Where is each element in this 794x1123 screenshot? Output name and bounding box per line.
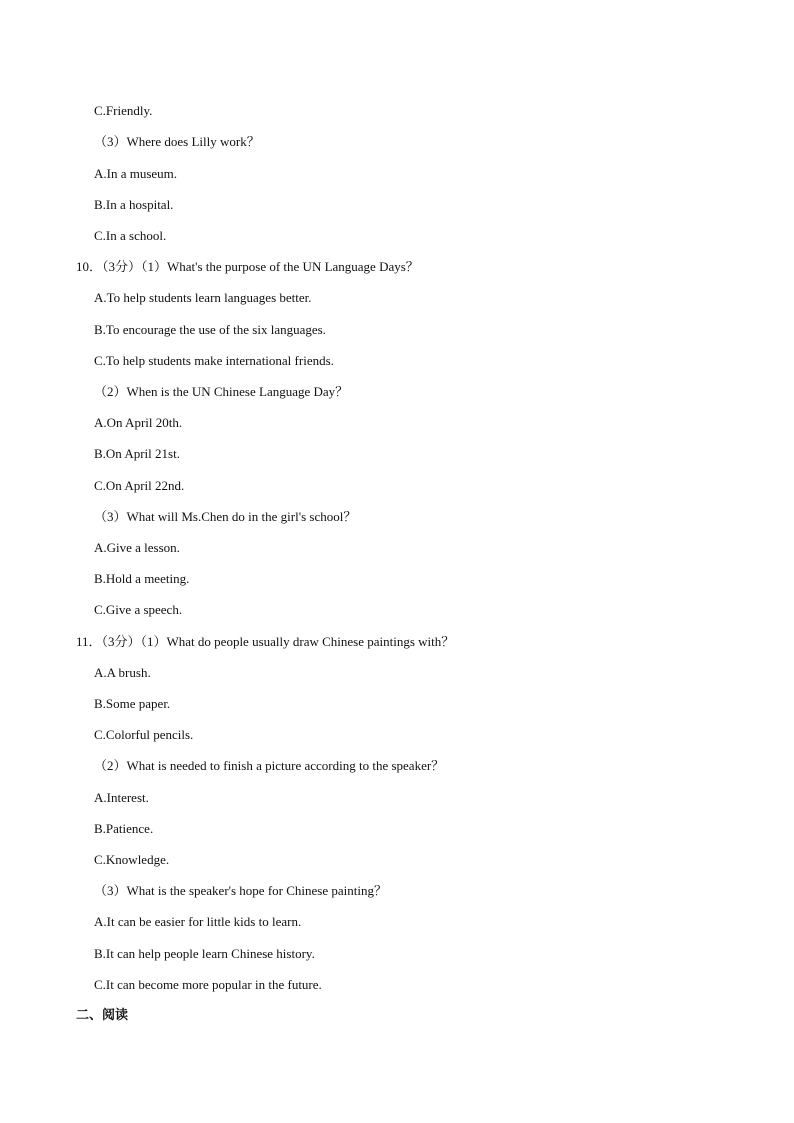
q11-header: 11．（3分）（1）What do people usually draw Chinese paintings with？ <box>76 634 455 649</box>
q11-sub2-option-a: A.Interest. <box>94 790 149 805</box>
q11-sub1-option-b: B.Some paper. <box>94 696 171 711</box>
q11-sub2-option-c: C.Knowledge. <box>94 852 170 867</box>
q10-sub3-question: （3）What will Ms.Chen do in the girl's school？ <box>94 509 357 524</box>
q11-sub3-option-b: B.It can help people learn Chinese history. <box>94 946 315 961</box>
section-two-heading: 二、阅读 <box>76 1008 129 1023</box>
q10-sub2-option-c: C.On April 22nd. <box>94 478 185 493</box>
q11-sub3-option-a: A.It can be easier for little kids to learn. <box>94 914 302 929</box>
q10-sub3-option-a: A.Give a lesson. <box>94 540 180 555</box>
q9-sub3-option-b: B.In a hospital. <box>94 197 174 212</box>
q9-sub2-option-c: C.Friendly. <box>94 103 153 118</box>
q10-sub1-option-b: B.To encourage the use of the six languages. <box>94 322 326 337</box>
q11-sub2-option-b: B.Patience. <box>94 821 154 836</box>
q11-sub1-option-c: C.Colorful pencils. <box>94 727 194 742</box>
q10-sub2-question: （2）When is the UN Chinese Language Day？ <box>94 384 349 399</box>
q9-sub3-option-c: C.In a school. <box>94 228 167 243</box>
q10-header: 10．（3分）（1）What's the purpose of the UN Language Days？ <box>76 259 419 274</box>
q11-sub1-option-a: A.A brush. <box>94 665 151 680</box>
q10-sub2-option-b: B.On April 21st. <box>94 446 180 461</box>
q10-sub3-option-b: B.Hold a meeting. <box>94 571 190 586</box>
q10-sub3-option-c: C.Give a speech. <box>94 602 183 617</box>
q11-sub2-question: （2）What is needed to finish a picture according to the speaker？ <box>94 758 445 773</box>
q9-sub3-option-a: A.In a museum. <box>94 166 178 181</box>
q10-sub2-option-a: A.On April 20th. <box>94 415 183 430</box>
q10-sub1-option-a: A.To help students learn languages better. <box>94 290 312 305</box>
q9-sub3-question: （3）Where does Lilly work？ <box>94 134 260 149</box>
q11-sub3-question: （3）What is the speaker's hope for Chinese painting？ <box>94 883 387 898</box>
q10-sub1-option-c: C.To help students make international friends. <box>94 353 334 368</box>
q11-sub3-option-c: C.It can become more popular in the future. <box>94 977 322 992</box>
